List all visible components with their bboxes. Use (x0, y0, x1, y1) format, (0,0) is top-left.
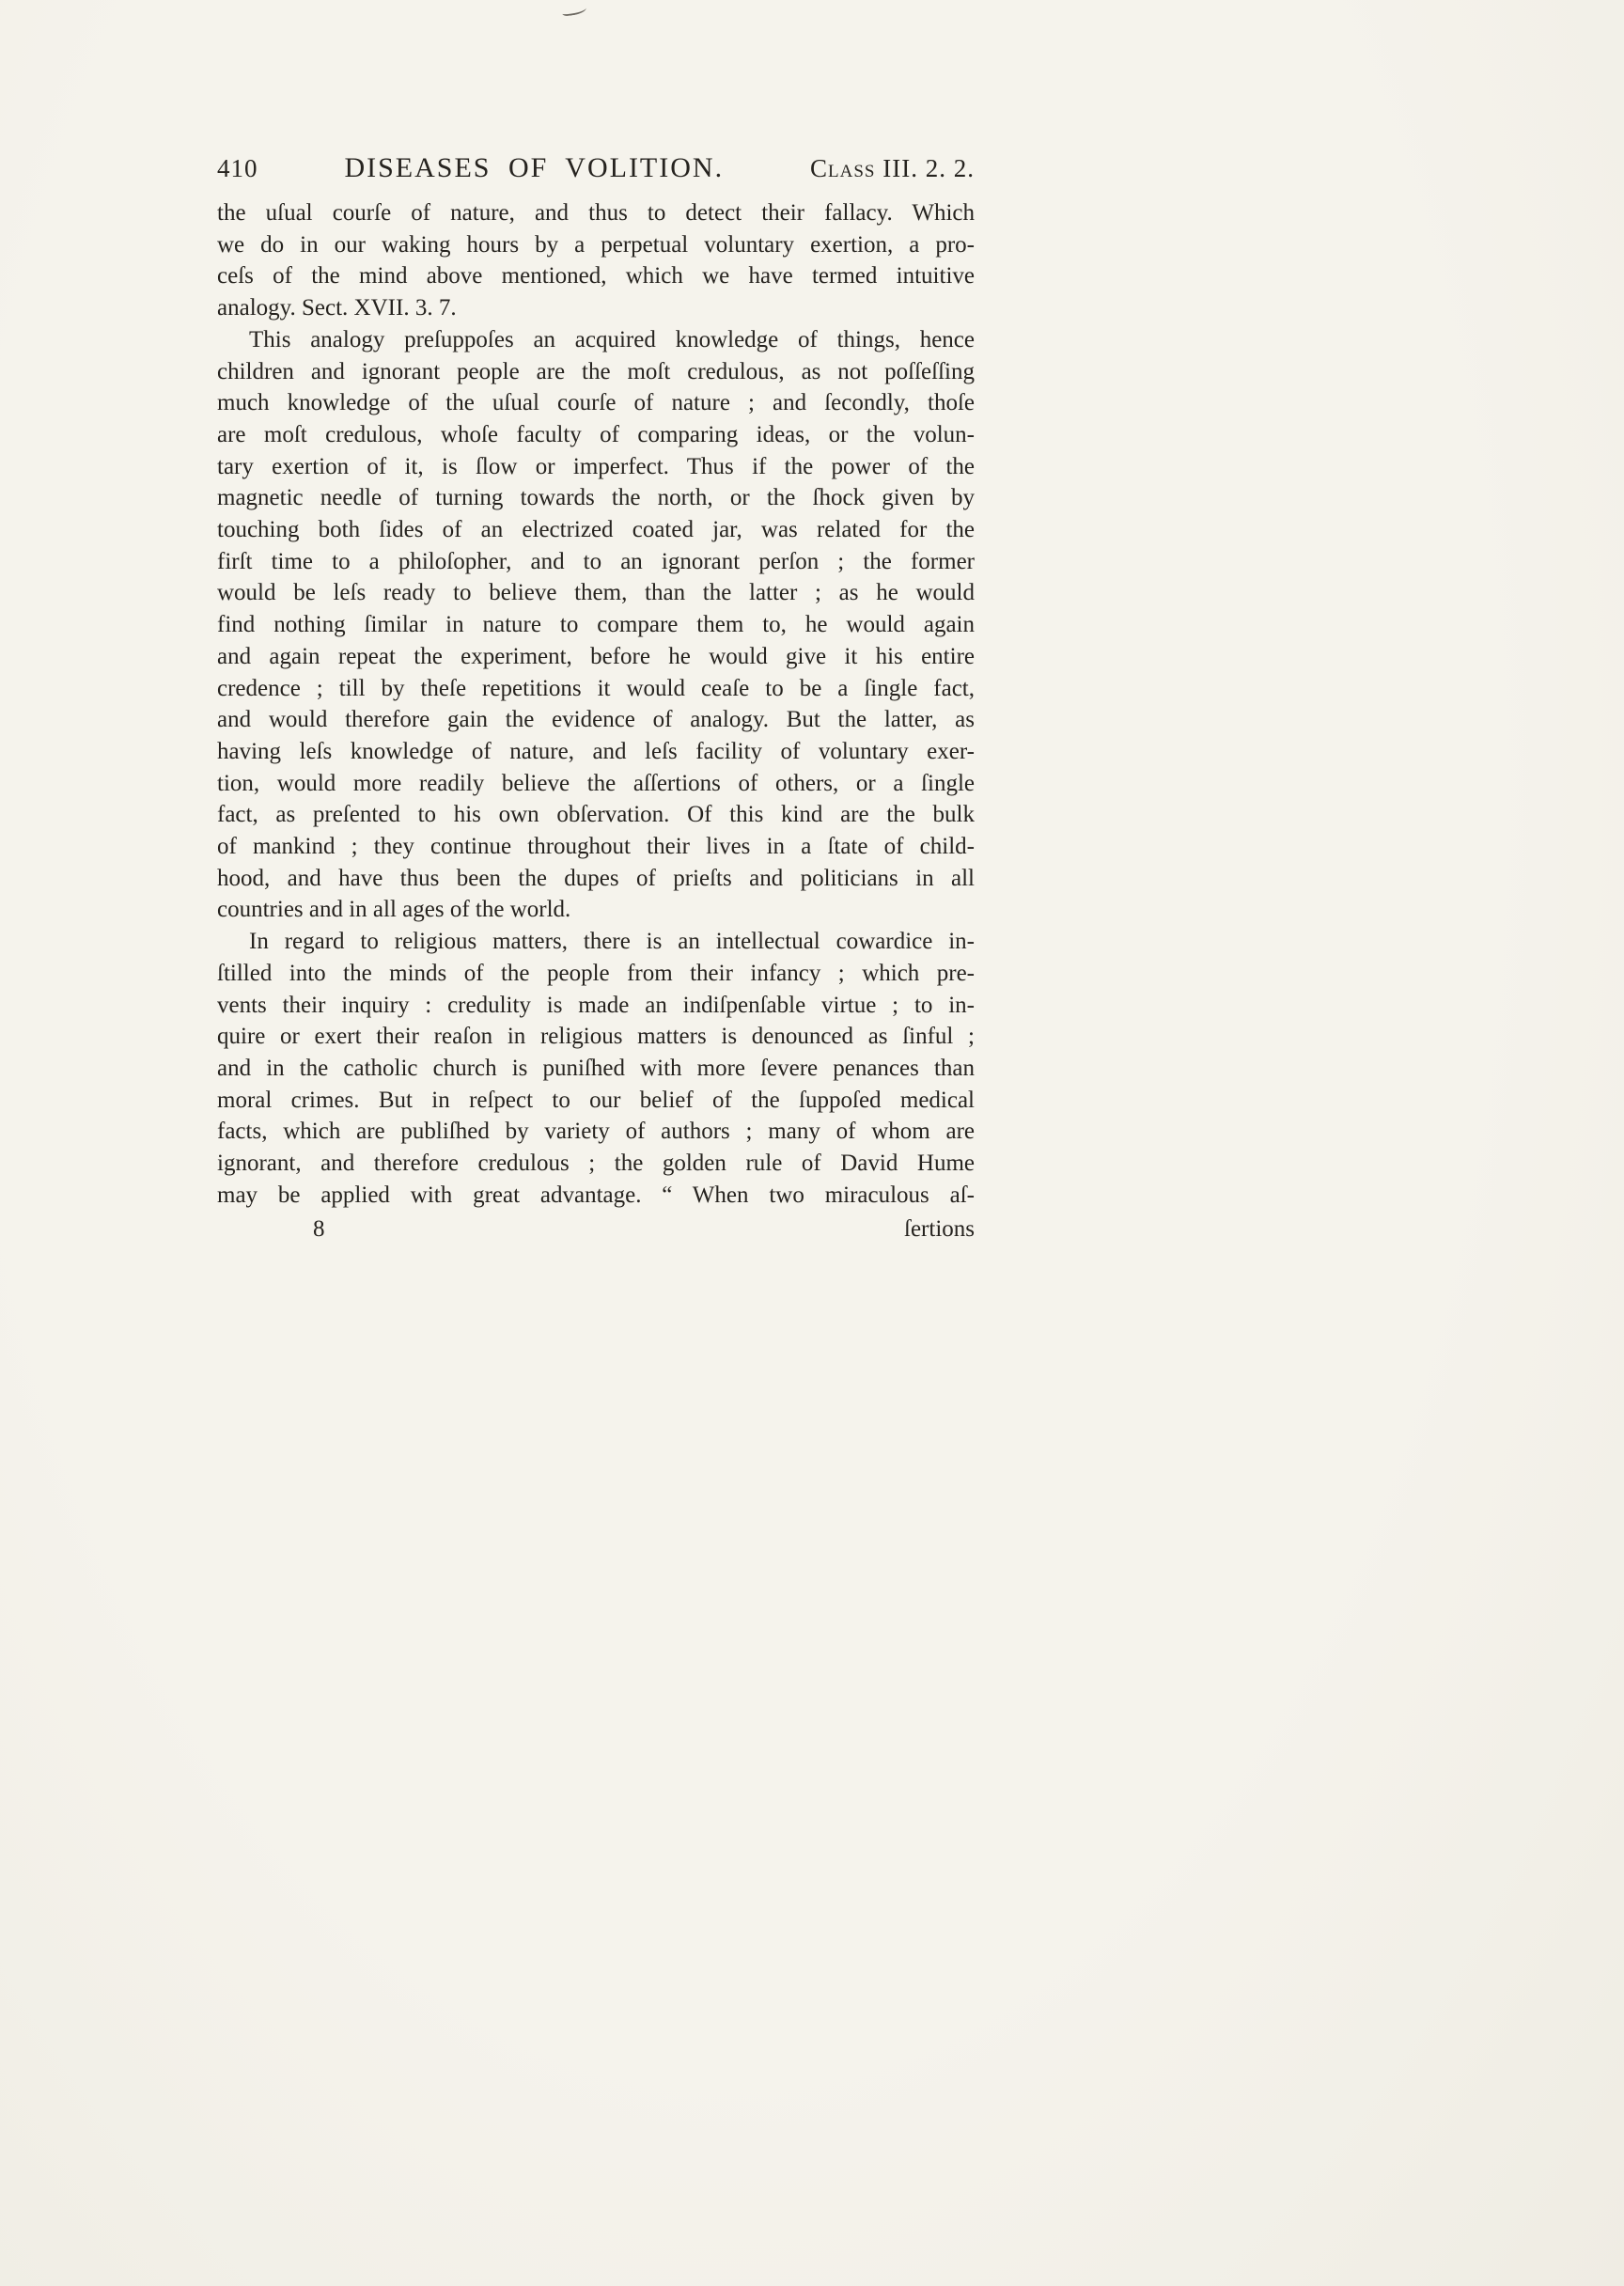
text-line: ſtilled into the minds of the people from their infancy ; which pre- (217, 960, 975, 986)
text-line: and in the catholic church is puniſhed with more ſevere penances than (217, 1055, 975, 1081)
page-title: DISEASES OF VOLITION. (344, 152, 725, 183)
text-line: tion, would more readily believe the aſſertions of others, or a ſingle (217, 770, 975, 796)
ink-squiggle-mark (561, 4, 586, 17)
text-line: may be applied with great advantage. “ When two miraculous aſ- (217, 1182, 975, 1208)
text-line: analogy. Sect. XVII. 3. 7. (217, 295, 457, 321)
text-line: magnetic needle of turning towards the north, or the ſhock given by (217, 485, 975, 511)
text-line: facts, which are publiſhed by variety of authors ; many of whom are (217, 1119, 975, 1145)
class-label: Class III. 2. 2. (810, 154, 975, 182)
paragraph (217, 324, 975, 926)
text-line: credence ; till by theſe repetitions it would ceaſe to be a ſingle fact, (217, 675, 975, 701)
paragraph (217, 926, 975, 1211)
text-line: having leſs knowledge of nature, and leſs facility of voluntary exer- (217, 738, 975, 764)
text-line: much knowledge of the uſual courſe of nature ; and ſecondly, thoſe (217, 390, 975, 416)
text-line: In regard to religious matters, there is an intellectual cowardice in- (249, 929, 975, 955)
text-line: would be leſs ready to believe them, than the latter ; as he would (217, 580, 975, 606)
text-line: touching both ſides of an electrized coated jar, was related for the (217, 517, 975, 543)
text-line: hood, and have thus been the dupes of prieſts and politicians in all (217, 865, 975, 891)
paragraphs (217, 197, 975, 1212)
text-line: tary exertion of it, is ſlow or imperfect. Thus if the power of the (217, 453, 975, 479)
text-line: find nothing ſimilar in nature to compare them to, he would again (217, 612, 975, 638)
text-line: vents their inquiry : credulity is made an indiſpenſable virtue ; to in- (217, 992, 975, 1018)
page-number: 410 (217, 154, 258, 182)
text-line: are moſt credulous, whoſe faculty of comparing ideas, or the volun- (217, 421, 975, 447)
text-block (217, 152, 975, 1245)
text-line: This analogy preſuppoſes an acquired knowledge of things, hence (249, 326, 975, 352)
page-footer (217, 1213, 975, 1245)
text-line: and again repeat the experiment, before he would give it his entire (217, 643, 975, 669)
text-line: we do in our waking hours by a perpetual voluntary exertion, a pro- (217, 231, 975, 258)
paragraph (217, 197, 975, 324)
text-line: quire or exert their reaſon in religious matters is denounced as ſinful ; (217, 1024, 975, 1050)
text-line: firſt time to a philoſopher, and to an ignorant perſon ; the former (217, 548, 975, 574)
text-line: children and ignorant people are the moſt credulous, as not poſſeſſing (217, 358, 975, 384)
text-line: fact, as preſented to his own obſervation. Of this kind are the bulk (217, 802, 975, 828)
text-line: moral crimes. But in reſpect to our belief of the ſuppoſed medical (217, 1087, 975, 1113)
catchword: ſertions (904, 1215, 975, 1242)
text-line: countries and in all ages of the world. (217, 897, 571, 923)
text-line: the uſual courſe of nature, and thus to detect their fallacy. Which (217, 200, 975, 226)
text-line: and would therefore gain the evidence of analogy. But the latter, as (217, 707, 975, 733)
page-header (217, 152, 975, 184)
text-line: ceſs of the mind above mentioned, which we have termed intuitive (217, 263, 975, 290)
text-line: of mankind ; they continue throughout their lives in a ſtate of child- (217, 834, 975, 860)
text-line: ignorant, and therefore credulous ; the golden rule of David Hume (217, 1151, 975, 1177)
signature-mark: 8 (313, 1215, 325, 1242)
